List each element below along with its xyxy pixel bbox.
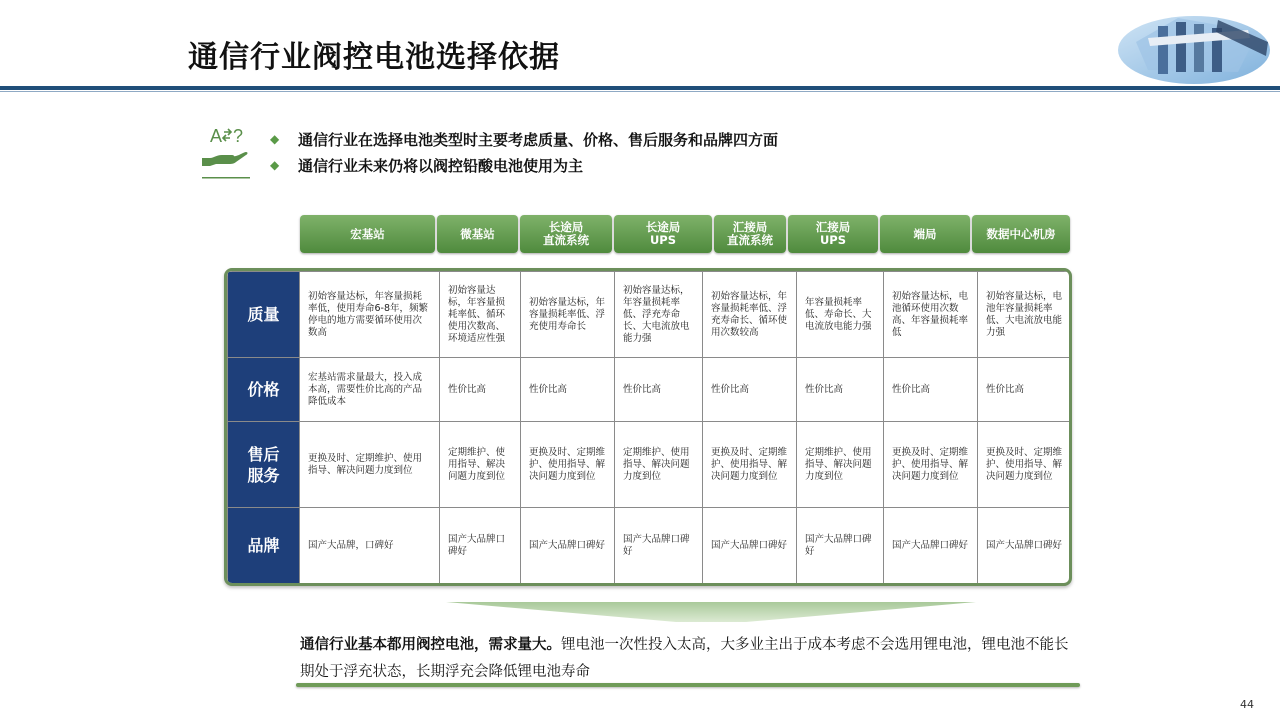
table-cell: 初始容量达标，年容量损耗率低，使用寿命6-8年，频繁停电的地方需要循环使用次数高 xyxy=(300,272,440,358)
table-cell: 定期维护、使用指导、解决问题力度到位 xyxy=(797,422,884,508)
funnel-arrow xyxy=(446,600,976,624)
table-cell: 性价比高 xyxy=(703,358,797,422)
bullet-item xyxy=(270,152,778,178)
table-cell: 性价比高 xyxy=(884,358,978,422)
column-header: 长途局 UPS xyxy=(614,215,712,253)
diamond-bullet-icon: ◆ xyxy=(270,158,280,172)
summary-normal: 锂电池一次性投入太高，大多业主出于成本考虑不会选用锂电池，锂电池不能长期处于浮充状态，长期浮充会降低锂电池寿命 xyxy=(300,637,1069,680)
table-cell: 更换及时、定期维护、使用指导、解决问题力度到位 xyxy=(703,422,797,508)
column-header: 长途局 直流系统 xyxy=(520,215,612,253)
page-number: 44 xyxy=(1240,698,1254,711)
table-cell: 初始容量达标，电池循环使用次数高、年容量损耗率低 xyxy=(884,272,978,358)
title-divider-thin xyxy=(0,91,1280,92)
table-cell: 定期维护、使用指导、解决问题力度到位 xyxy=(615,422,703,508)
table-cell: 更换及时、定期维护、使用指导、解决问题力度到位 xyxy=(521,422,615,508)
diamond-bullet-icon: ◆ xyxy=(270,132,280,146)
table-cell: 国产大品牌，口碑好 xyxy=(300,508,440,584)
bullet-list xyxy=(270,126,778,178)
row-header-brand: 品牌 xyxy=(228,508,300,584)
title-divider xyxy=(0,86,1280,90)
table-cell: 更换及时、定期维护、使用指导、解决问题力度到位 xyxy=(300,422,440,508)
table-cell: 更换及时、定期维护、使用指导、解决问题力度到位 xyxy=(978,422,1073,508)
table-cell: 初始容量达标，年容量损耗率低、循环使用次数高、环境适应性强 xyxy=(440,272,521,358)
table-cell: 国产大品牌口碑好 xyxy=(615,508,703,584)
table-cell: 年容量损耗率低、寿命长、大电流放电能力强 xyxy=(797,272,884,358)
table-cell: 初始容量达标，年容量损耗率低、浮充寿命长、大电流放电能力强 xyxy=(615,272,703,358)
svg-text:A: A xyxy=(210,126,223,146)
table-cell: 性价比高 xyxy=(440,358,521,422)
table-row xyxy=(228,422,1073,508)
bullet-text: 通信行业未来仍将以阀控铅酸电池使用为主 xyxy=(298,156,584,175)
row-header-quality: 质量 xyxy=(228,272,300,358)
table-cell: 国产大品牌口碑好 xyxy=(978,508,1073,584)
column-header: 汇接局 UPS xyxy=(788,215,878,253)
row-header-service: 售后 服务 xyxy=(228,422,300,508)
bullet-text: 通信行业在选择电池类型时主要考虑质量、价格、售后服务和品牌四方面 xyxy=(298,130,779,149)
svg-text:?: ? xyxy=(233,126,244,146)
summary-underline xyxy=(296,683,1080,687)
column-header-row xyxy=(300,215,1072,253)
column-header: 汇接局 直流系统 xyxy=(714,215,786,253)
table-cell: 初始容量达标，年容量损耗率低、浮充寿命长、循环使用次数较高 xyxy=(703,272,797,358)
criteria-table xyxy=(224,268,1072,586)
page-title: 通信行业阀控电池选择依据 xyxy=(188,40,560,75)
table-cell: 宏基站需求量最大，投入成本高，需要性价比高的产品降低成本 xyxy=(300,358,440,422)
table-cell: 国产大品牌口碑好 xyxy=(440,508,521,584)
column-header: 宏基站 xyxy=(300,215,435,253)
table-row xyxy=(228,508,1073,584)
table-row xyxy=(228,358,1073,422)
summary-bold: 通信行业基本都用阀控电池，需求量大。 xyxy=(300,637,561,653)
table-cell: 性价比高 xyxy=(521,358,615,422)
table-cell: 定期维护、使用指导、解决问题力度到位 xyxy=(440,422,521,508)
column-header: 微基站 xyxy=(437,215,518,253)
row-header-price: 价格 xyxy=(228,358,300,422)
table-cell: 国产大品牌口碑好 xyxy=(797,508,884,584)
table-cell: 性价比高 xyxy=(797,358,884,422)
table-cell: 更换及时、定期维护、使用指导、解决问题力度到位 xyxy=(884,422,978,508)
bullet-item xyxy=(270,126,778,152)
table-cell: 性价比高 xyxy=(615,358,703,422)
summary-text xyxy=(300,632,1080,686)
table-cell: 国产大品牌口碑好 xyxy=(884,508,978,584)
column-header: 数据中心机房 xyxy=(972,215,1070,253)
table-cell: 国产大品牌口碑好 xyxy=(703,508,797,584)
table-cell: 初始容量达标，年容量损耗率低、浮充使用寿命长 xyxy=(521,272,615,358)
table-cell: 国产大品牌口碑好 xyxy=(521,508,615,584)
column-header: 端局 xyxy=(880,215,970,253)
question-hand-icon xyxy=(200,122,252,180)
table-cell: 性价比高 xyxy=(978,358,1073,422)
table-cell: 初始容量达标，电池年容量损耗率低、大电流放电能力强 xyxy=(978,272,1073,358)
datacenter-photo xyxy=(1118,12,1270,84)
table-row xyxy=(228,272,1073,358)
